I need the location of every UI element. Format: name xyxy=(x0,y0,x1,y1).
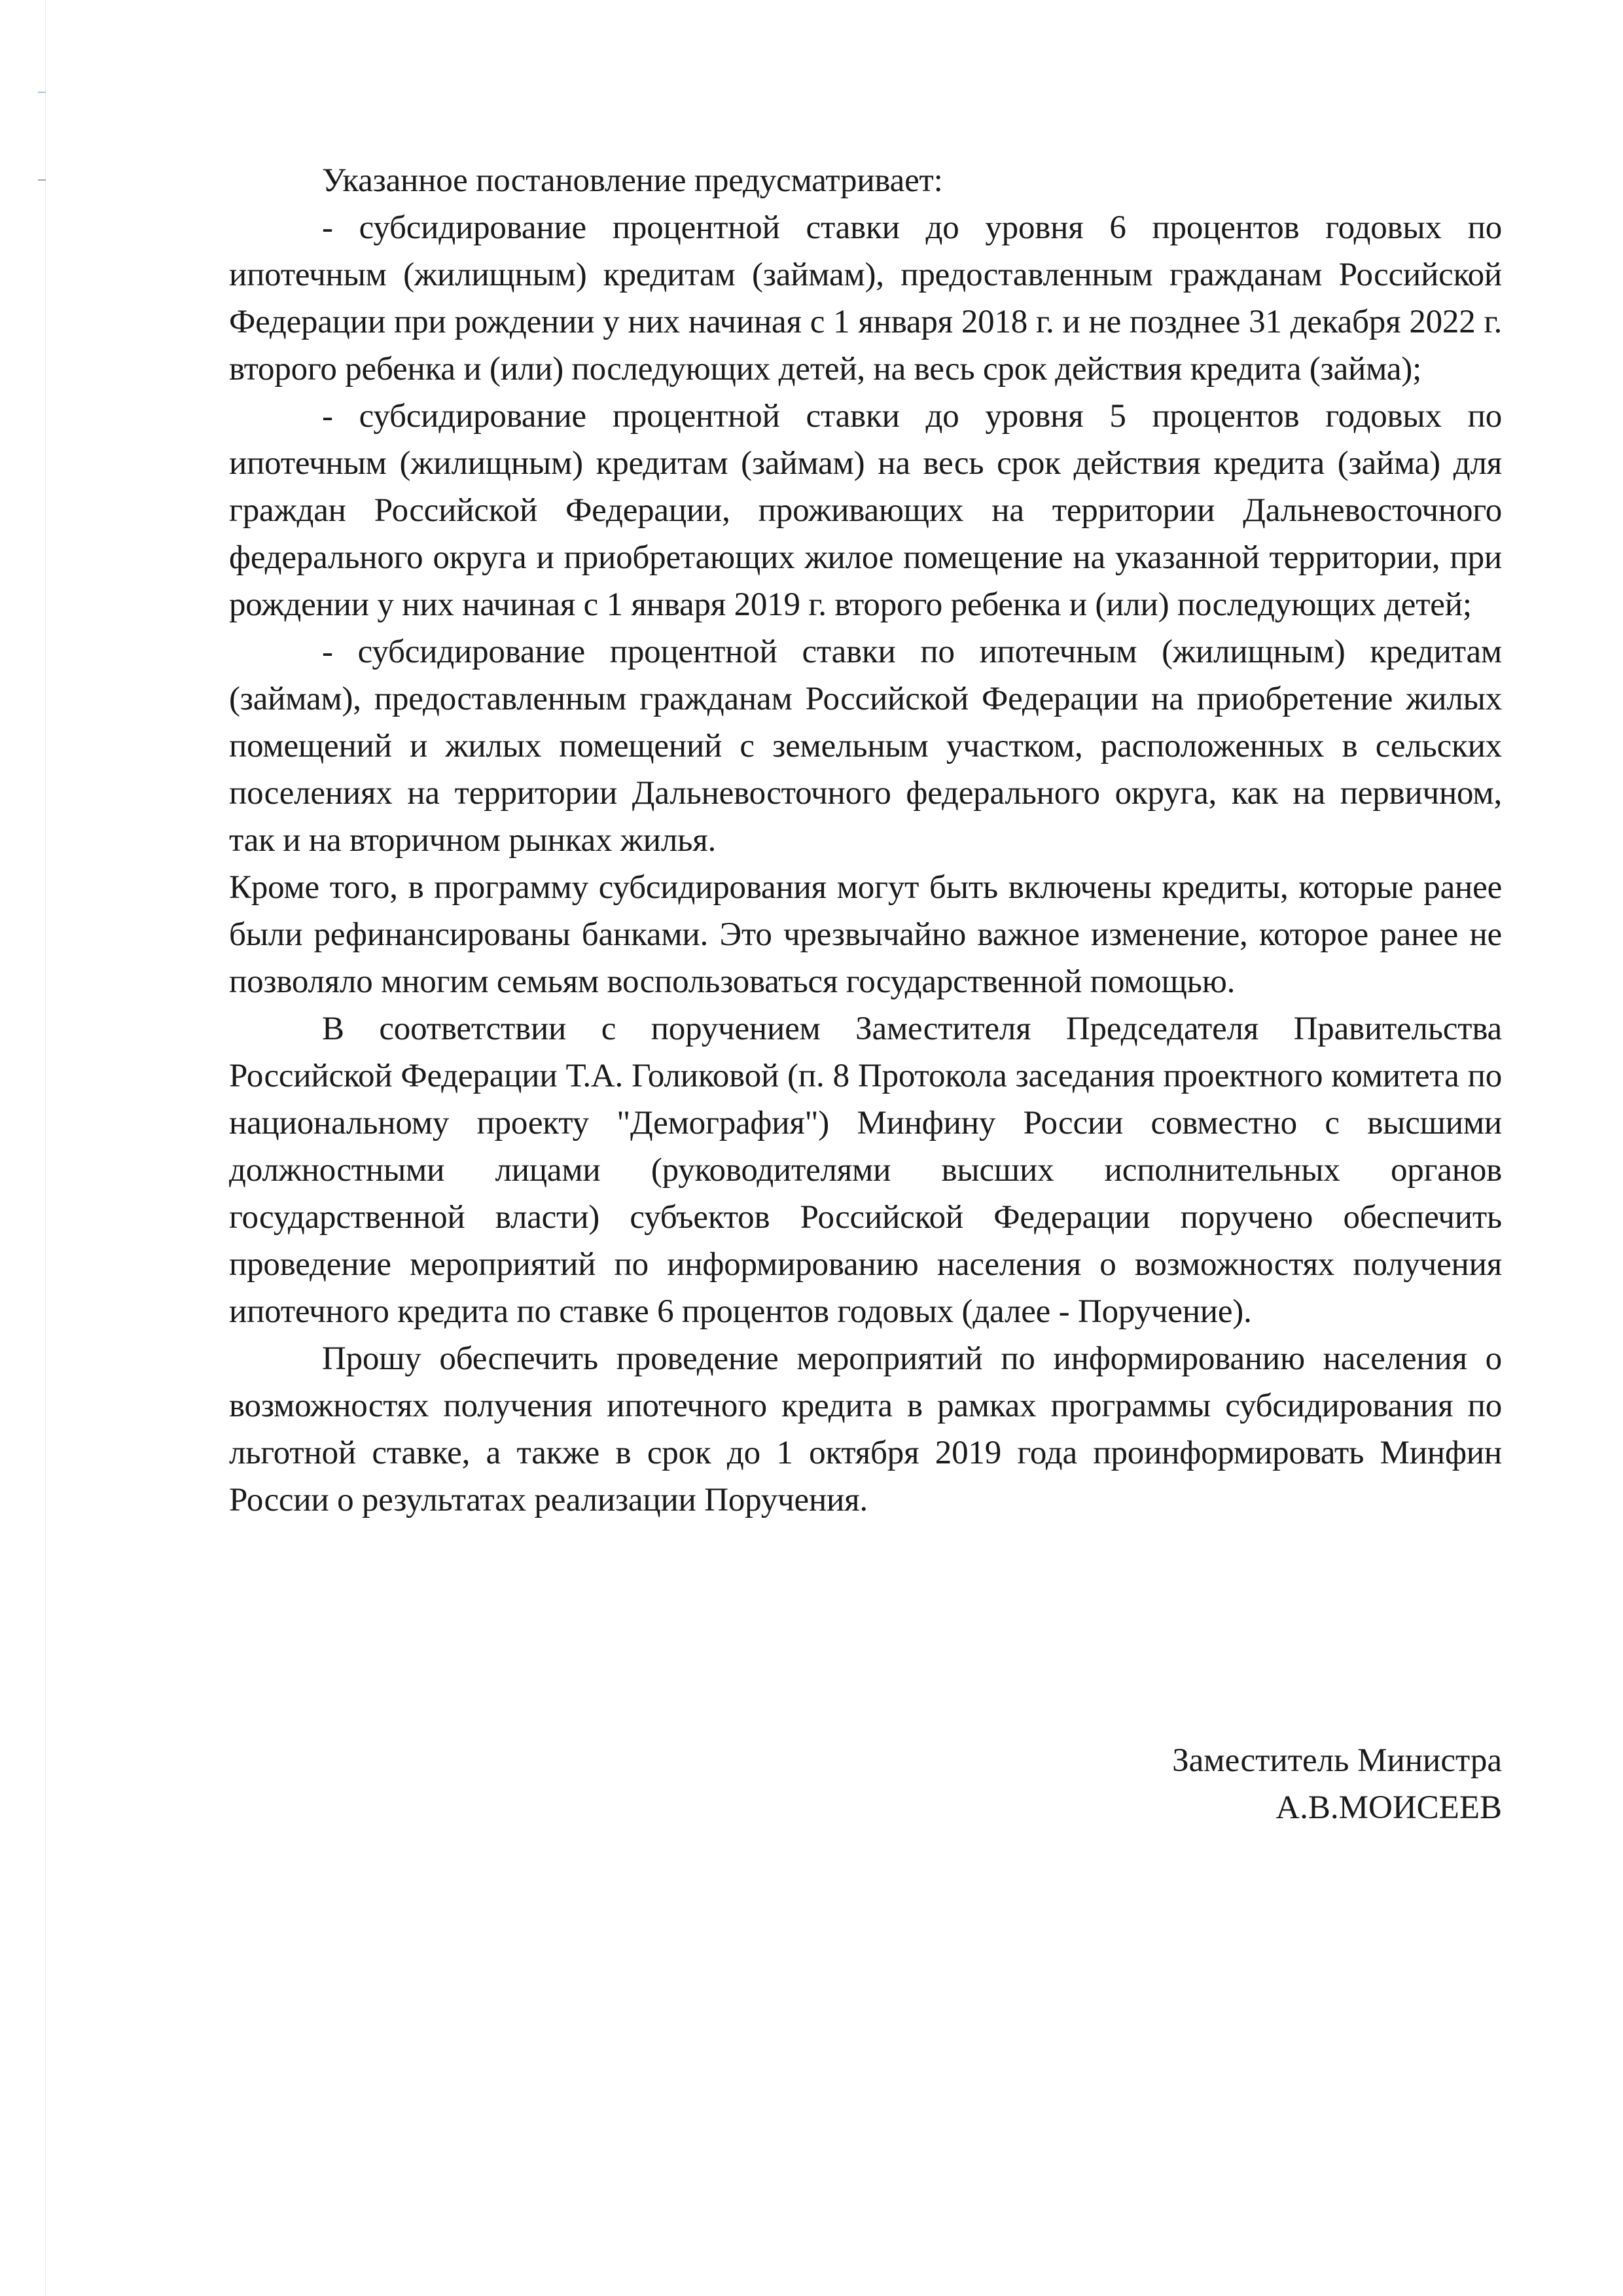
signatory-position: Заместитель Министра xyxy=(1172,1742,1502,1779)
paragraph-bullet-subsidy-5-percent: - субсидирование процентной ставки до уровня 5 процентов годовых по ипотечным (жилищным) кредитам (займам) на весь срок действия кредита (займа) для граждан Российской Федерации, проживающих на территории Дальневосточного федерального округа и приобретающих жилое помещение на указанной территории, при рождении у них начиная с 1 января 2019 г. второго ребенка и (или) последующих детей; xyxy=(229,398,1502,623)
scan-mark xyxy=(38,179,46,181)
paragraph-bullet-subsidy-6-percent: - субсидирование процентной ставки до уровня 6 процентов годовых по ипотечным (жилищным) кредитам (займам), предоставленным гражданам Российской Федерации при рождении у них начиная с 1 января 2018 г. и не позднее 31 декабря 2022 г. второго ребенка и (или) последующих детей, на весь срок действия кредита (займа); xyxy=(229,209,1502,387)
scan-edge-line xyxy=(45,0,46,2296)
signature-block xyxy=(1172,1737,1502,1831)
scan-mark xyxy=(38,92,46,93)
paragraph-instruction: В соответствии с поручением Заместителя Председателя Правительства Российской Федерации Т.А. Голиковой (п. 8 Протокола заседания проектного комитета по национальному проекту "Демография") Минфину России совместно с высшими должностными лицами (руководителями высших исполнительных органов государственной власти) субъектов Российской Федерации поручено обеспечить проведение мероприятий по информированию населения о возможностях получения ипотечного кредита по ставке 6 процентов годовых (далее - Поручение). xyxy=(229,1011,1502,1330)
paragraph-refinancing: Кроме того, в программу субсидирования могут быть включены кредиты, которые ранее были рефинансированы банками. Это чрезвычайно важное изменение, которое ранее не позволяло многим семьям воспользоваться государственной помощью. xyxy=(229,869,1502,1000)
signatory-name: А.В.МОИСЕЕВ xyxy=(1275,1789,1502,1826)
letter-body xyxy=(229,157,1502,1524)
paragraph-request: Прошу обеспечить проведение мероприятий по информированию населения о возможностях получения ипотечного кредита в рамках программы субсидирования по льготной ставке, а также в срок до 1 октября 2019 года проинформировать Минфин России о результатах реализации Поручения. xyxy=(229,1340,1502,1518)
paragraph-intro: Указанное постановление предусматривает: xyxy=(322,162,943,199)
paragraph-bullet-subsidy-rural: - субсидирование процентной ставки по ипотечным (жилищным) кредитам (займам), предоставленным гражданам Российской Федерации на приобретение жилых помещений и жилых помещений с земельным участком, расположенных в сельских поселениях на территории Дальневосточного федерального округа, как на первичном, так и на вторичном рынках жилья. xyxy=(229,634,1502,859)
